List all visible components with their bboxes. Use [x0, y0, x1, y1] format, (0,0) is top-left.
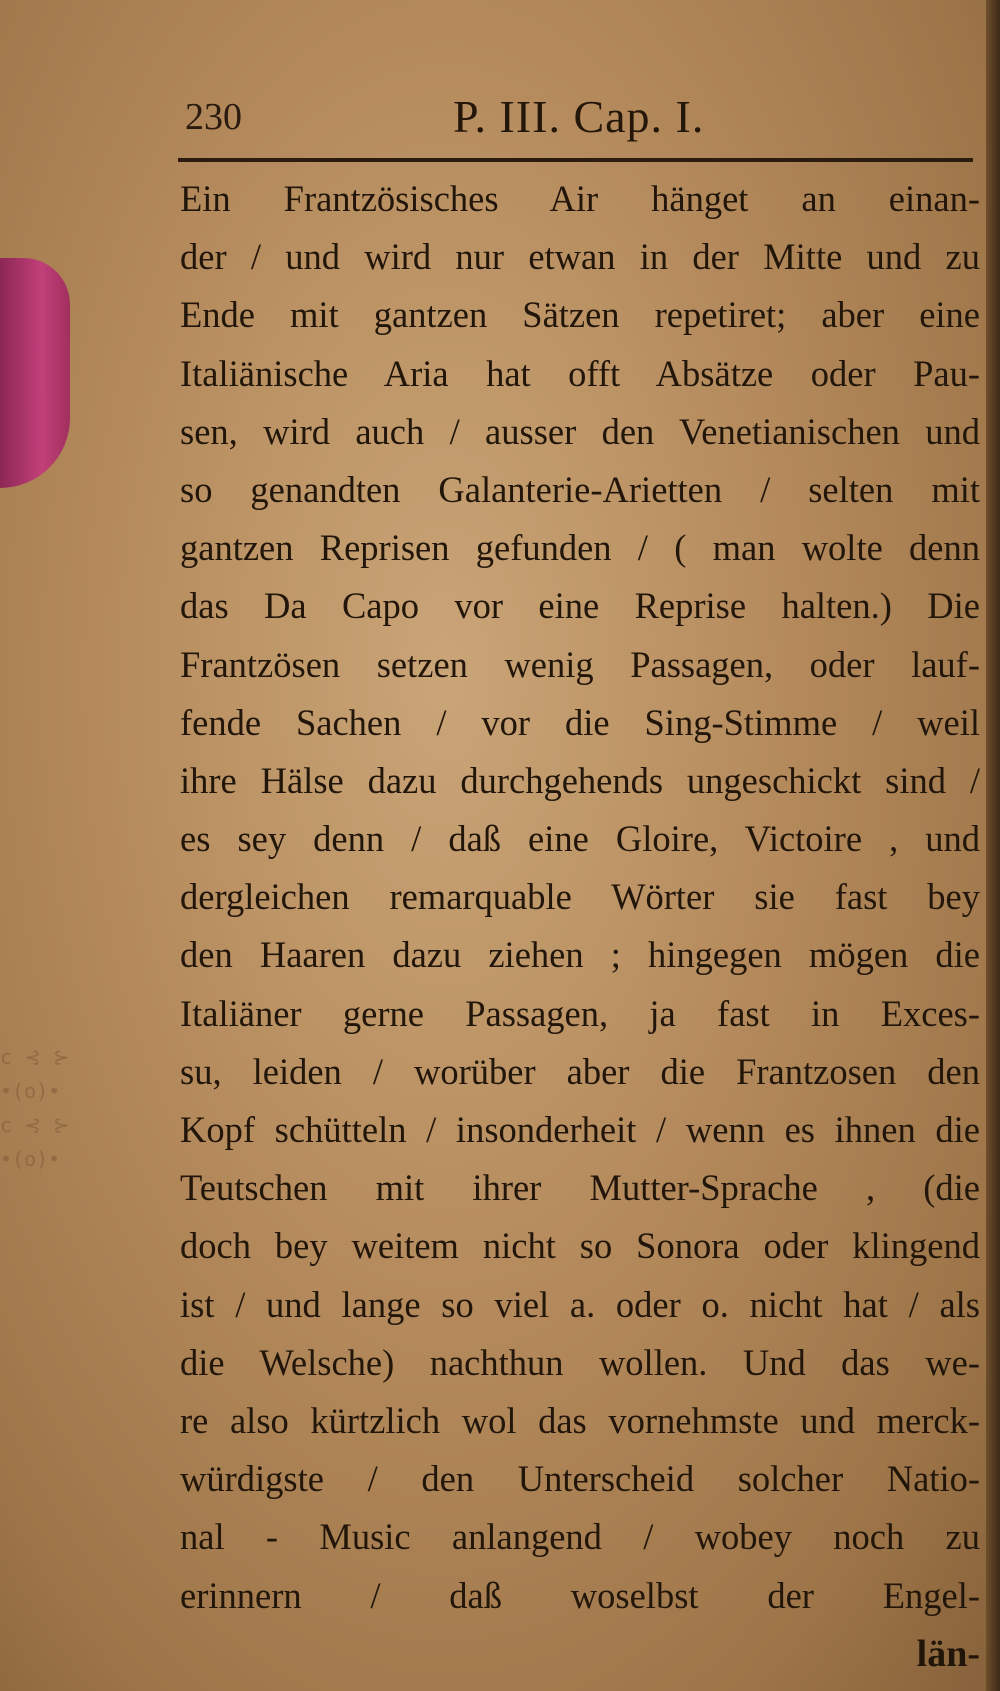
- text-line: so genandten Galanterie-Arietten / selten mit: [180, 468, 980, 510]
- text-line: gantzen Reprisen gefunden / ( man wolte denn: [180, 527, 980, 569]
- text-line: doch bey weitem nicht so Sonora oder klingend: [180, 1225, 980, 1267]
- ink-bleed-through: c ⊰ ⊱ •(o)• c ⊰ ⊱ •(o)•: [0, 1045, 70, 1171]
- body-text: [180, 170, 980, 1683]
- text-line: su, leiden / worüber aber die Frantzosen den: [180, 1050, 980, 1092]
- text-line: die Welsche) nachthun wollen. Und das we-: [180, 1341, 980, 1383]
- text-line: es sey denn / daß eine Gloire, Victoire , und: [180, 818, 980, 860]
- page-edge: [986, 0, 1000, 1691]
- page-header: [185, 85, 975, 163]
- running-head: P. III. Cap. I.: [453, 91, 705, 142]
- text-line: Ende mit gantzen Sätzen repetiret; aber eine: [180, 294, 980, 336]
- page-number: 230: [185, 96, 242, 138]
- header-rule: [178, 158, 973, 162]
- text-line: der / und wird nur etwan in der Mitte und zu: [180, 236, 980, 278]
- text-line: nal - Music anlangend / wobey noch zu: [180, 1516, 980, 1558]
- catchword-line: [180, 1625, 980, 1683]
- text-line: sen, wird auch / ausser den Venetianischen und: [180, 410, 980, 452]
- text-line: Italiänische Aria hat offt Absätze oder Pau-: [180, 352, 980, 394]
- catchword: län-: [916, 1632, 980, 1675]
- text-line: dergleichen remarquable Wörter sie fast bey: [180, 876, 980, 918]
- text-line: re also kürtzlich wol das vornehmste und merck-: [180, 1399, 980, 1441]
- text-line: würdigste / den Unterscheid solcher Natio-: [180, 1458, 980, 1500]
- text-line: ist / und lange so viel a. oder o. nicht hat / als: [180, 1283, 980, 1325]
- text-line: Frantzösen setzen wenig Passagen, oder lauf-: [180, 643, 980, 685]
- text-line: das Da Capo vor eine Reprise halten.) Die: [180, 585, 980, 627]
- text-line: den Haaren dazu ziehen ; hingegen mögen die: [180, 934, 980, 976]
- text-line: erinnern / daß woselbst der Engel-: [180, 1574, 980, 1616]
- text-line: Kopf schütteln / insonderheit / wenn es ihnen die: [180, 1109, 980, 1150]
- text-line: Ein Frantzösisches Air hänget an einan-: [180, 178, 980, 219]
- text-line: Teutschen mit ihrer Mutter-Sprache , (die: [180, 1167, 980, 1209]
- text-line: fende Sachen / vor die Sing-Stimme / weil: [180, 701, 980, 743]
- text-line: ihre Hälse dazu durchgehends ungeschickt sind /: [180, 759, 980, 801]
- text-line: Italiäner gerne Passagen, ja fast in Exces-: [180, 992, 980, 1034]
- bookmark-ribbon: [0, 258, 70, 488]
